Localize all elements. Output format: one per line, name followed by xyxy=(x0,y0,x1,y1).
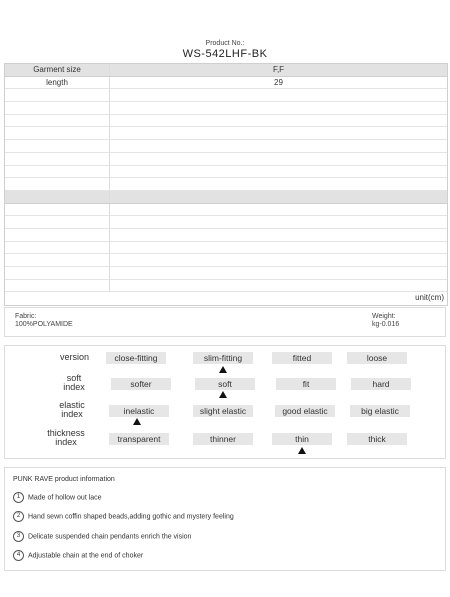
circled-number-icon: 2 xyxy=(13,511,24,522)
version-option-fitted: fitted xyxy=(272,352,332,364)
size-table-header-row xyxy=(5,64,447,77)
table-row xyxy=(5,127,447,140)
info-item-text: Delicate suspended chain pendants enrich the vision xyxy=(28,533,192,541)
thickness-index-label xyxy=(9,429,89,447)
table-row xyxy=(5,166,447,179)
elastic-option-inelastic: inelastic xyxy=(109,405,169,417)
table-cell xyxy=(5,242,110,254)
info-title: PUNK RAVE product information xyxy=(13,476,115,483)
table-cell xyxy=(110,153,447,165)
thickness-option-thick: thick xyxy=(347,433,407,445)
garment-size-header: Garment size xyxy=(5,64,110,76)
table-cell xyxy=(5,89,110,101)
table-row xyxy=(5,102,447,115)
table-cell xyxy=(5,115,110,127)
weight-value: kg-0.016 xyxy=(372,321,400,328)
table-cell xyxy=(110,216,447,228)
info-item-text: Adjustable chain at the end of choker xyxy=(28,552,144,560)
unit-row xyxy=(5,292,447,305)
unit-label: unit(cm) xyxy=(415,293,444,303)
measurement-value: 29 xyxy=(274,77,283,87)
table-cell xyxy=(5,140,110,152)
list-item xyxy=(13,511,234,522)
thickness-index-label-text: thickness index xyxy=(47,428,85,447)
soft-option-soft: soft xyxy=(195,378,255,390)
table-cell xyxy=(5,127,110,139)
table-row xyxy=(5,178,447,191)
product-number-label: Product No.: xyxy=(205,40,245,47)
table-cell xyxy=(5,267,110,279)
table-row xyxy=(5,89,447,102)
table-row xyxy=(5,77,447,90)
table-cell xyxy=(110,280,447,292)
elastic-index-label-text: elastic index xyxy=(59,400,85,419)
soft-option-softer: softer xyxy=(111,378,171,390)
fabric-label: Fabric: xyxy=(15,313,37,320)
list-item xyxy=(13,492,102,503)
table-cell xyxy=(110,242,447,254)
circled-number-icon: 1 xyxy=(13,492,24,503)
table-row xyxy=(5,254,447,267)
size-table xyxy=(4,63,448,306)
soft-option-hard: hard xyxy=(351,378,411,390)
elastic-index-label xyxy=(9,401,89,419)
circled-number-icon: 3 xyxy=(13,531,24,542)
table-row xyxy=(5,242,447,255)
table-cell xyxy=(110,127,447,139)
weight-label: Weight: xyxy=(372,313,396,320)
soft-marker-triangle-icon xyxy=(219,391,227,398)
table-cell xyxy=(110,102,447,114)
product-info-box xyxy=(4,467,446,571)
table-cell xyxy=(110,254,447,266)
list-item xyxy=(13,531,191,542)
table-row xyxy=(5,153,447,166)
table-cell xyxy=(110,140,447,152)
product-index-box xyxy=(4,345,446,459)
thickness-option-thinner: thinner xyxy=(193,433,253,445)
weight-info xyxy=(372,313,399,329)
table-cell xyxy=(5,102,110,114)
table-cell xyxy=(5,204,110,216)
table-row xyxy=(5,140,447,153)
table-cell xyxy=(110,115,447,127)
table-cell xyxy=(5,166,110,178)
table-cell xyxy=(110,191,447,203)
soft-index-label-text: soft index xyxy=(63,373,85,392)
elastic-option-slight-elastic: slight elastic xyxy=(193,405,253,417)
table-cell xyxy=(5,280,110,292)
version-option-slim-fitting: slim-fitting xyxy=(193,352,253,364)
table-row xyxy=(5,216,447,229)
table-cell xyxy=(110,166,447,178)
table-cell xyxy=(110,267,447,279)
thickness-marker-triangle-icon xyxy=(298,447,306,454)
info-item-text: Made of hollow out lace xyxy=(28,494,102,502)
soft-index-label xyxy=(9,374,89,392)
version-option-close-fitting: close-fitting xyxy=(106,352,166,364)
soft-option-fit: fit xyxy=(276,378,336,390)
table-cell xyxy=(110,229,447,241)
size-header: F,F xyxy=(272,65,285,74)
table-cell xyxy=(5,216,110,228)
info-item-text: Hand sewn coffin shaped beads,adding gothic and mystery feeling xyxy=(28,513,234,521)
elastic-option-good-elastic: good elastic xyxy=(275,405,335,417)
elastic-marker-triangle-icon xyxy=(133,418,141,425)
circled-number-icon: 4 xyxy=(13,550,24,561)
table-cell xyxy=(5,229,110,241)
table-cell xyxy=(5,178,110,190)
table-row xyxy=(5,115,447,128)
table-cell xyxy=(110,204,447,216)
list-item xyxy=(13,550,143,561)
fabric-info xyxy=(15,313,73,329)
version-label: version xyxy=(59,352,89,362)
table-row xyxy=(5,280,447,293)
table-row xyxy=(5,267,447,280)
table-cell xyxy=(5,153,110,165)
elastic-option-big-elastic: big elastic xyxy=(350,405,410,417)
table-cell xyxy=(110,178,447,190)
thickness-option-transparent: transparent xyxy=(109,433,169,445)
thickness-option-thin: thin xyxy=(272,433,332,445)
product-code: WS-542LHF-BK xyxy=(182,48,268,60)
table-row xyxy=(5,204,447,217)
table-row xyxy=(5,191,447,204)
table-cell xyxy=(5,191,110,203)
version-marker-triangle-icon xyxy=(219,366,227,373)
fabric-weight-box xyxy=(4,307,446,337)
fabric-value: 100%POLYAMIDE xyxy=(15,321,73,328)
version-option-loose: loose xyxy=(347,352,407,364)
table-cell xyxy=(5,254,110,266)
measurement-name: length xyxy=(5,77,110,89)
table-cell xyxy=(110,89,447,101)
table-row xyxy=(5,229,447,242)
